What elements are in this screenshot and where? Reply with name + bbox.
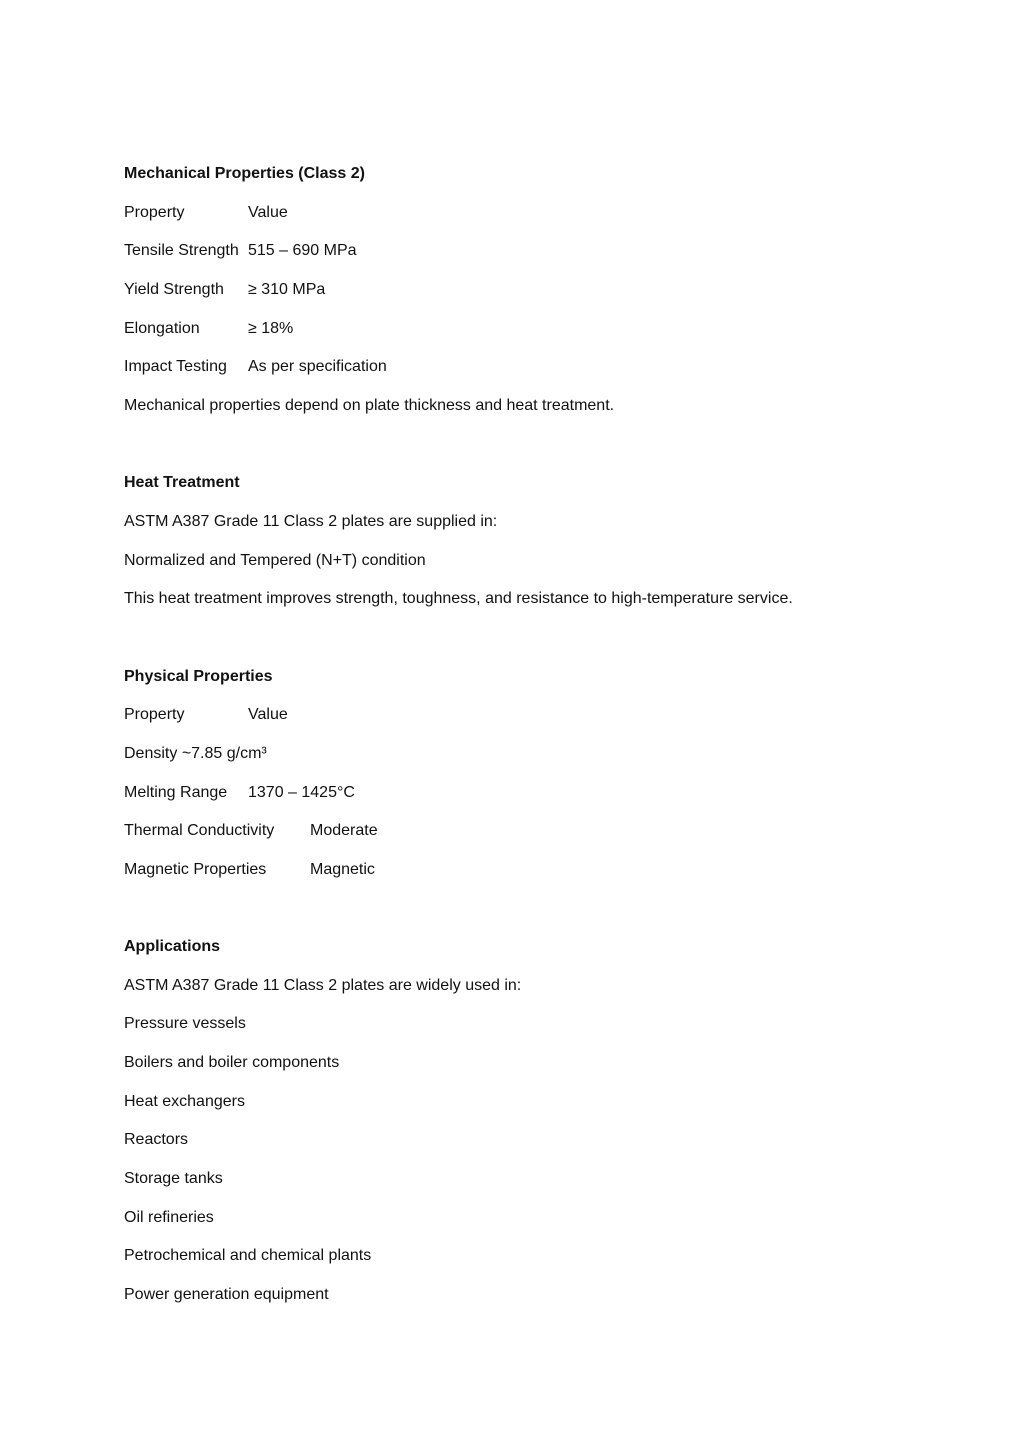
paragraph: This heat treatment improves strength, toughness, and resistance to high-temperature service.	[124, 590, 793, 607]
table-cell-value: 515 – 690 MPa	[248, 242, 357, 259]
list-item: Boilers and boiler components	[124, 1054, 340, 1071]
table-cell-property: Tensile Strength	[124, 242, 239, 259]
list-item: Petrochemical and chemical plants	[124, 1247, 372, 1264]
table-cell-value: Moderate	[310, 822, 378, 839]
table-cell-property: Thermal Conductivity	[124, 822, 275, 839]
table-row	[124, 743, 267, 765]
list-item: Reactors	[124, 1131, 189, 1148]
list-item: Power generation equipment	[124, 1286, 329, 1303]
table-cell-value: As per specification	[248, 358, 387, 375]
list-item: Oil refineries	[124, 1209, 214, 1226]
table-cell-property: Elongation	[124, 320, 200, 337]
table-header-property: Property	[124, 706, 185, 723]
section-heading: Physical Properties	[124, 668, 273, 685]
table-cell-value: ≥ 18%	[248, 320, 294, 337]
note-paragraph: Mechanical properties depend on plate thickness and heat treatment.	[124, 397, 615, 414]
list-item: Heat exchangers	[124, 1093, 245, 1110]
section-heading: Mechanical Properties (Class 2)	[124, 165, 365, 182]
table-cell-value: ~7.85 g/cm³	[181, 745, 267, 762]
paragraph: Normalized and Tempered (N+T) condition	[124, 552, 426, 569]
table-header-value: Value	[248, 204, 288, 221]
table-cell-value: ≥ 310 MPa	[248, 281, 326, 298]
table-cell-property: Density	[124, 745, 178, 762]
table-cell-property: Yield Strength	[124, 281, 224, 298]
list-item: Pressure vessels	[124, 1015, 246, 1032]
table-cell-property: Magnetic Properties	[124, 861, 267, 878]
table-header-value: Value	[248, 706, 288, 723]
list-item: Storage tanks	[124, 1170, 223, 1187]
table-header-property: Property	[124, 204, 185, 221]
table-cell-property: Melting Range	[124, 784, 228, 801]
section-heading: Heat Treatment	[124, 474, 240, 491]
table-cell-property: Impact Testing	[124, 358, 227, 375]
paragraph: ASTM A387 Grade 11 Class 2 plates are widely used in:	[124, 977, 522, 994]
table-cell-value: Magnetic	[310, 861, 375, 878]
table-cell-value: 1370 – 1425°C	[248, 784, 355, 801]
section-heading: Applications	[124, 938, 221, 955]
paragraph: ASTM A387 Grade 11 Class 2 plates are supplied in:	[124, 513, 498, 530]
